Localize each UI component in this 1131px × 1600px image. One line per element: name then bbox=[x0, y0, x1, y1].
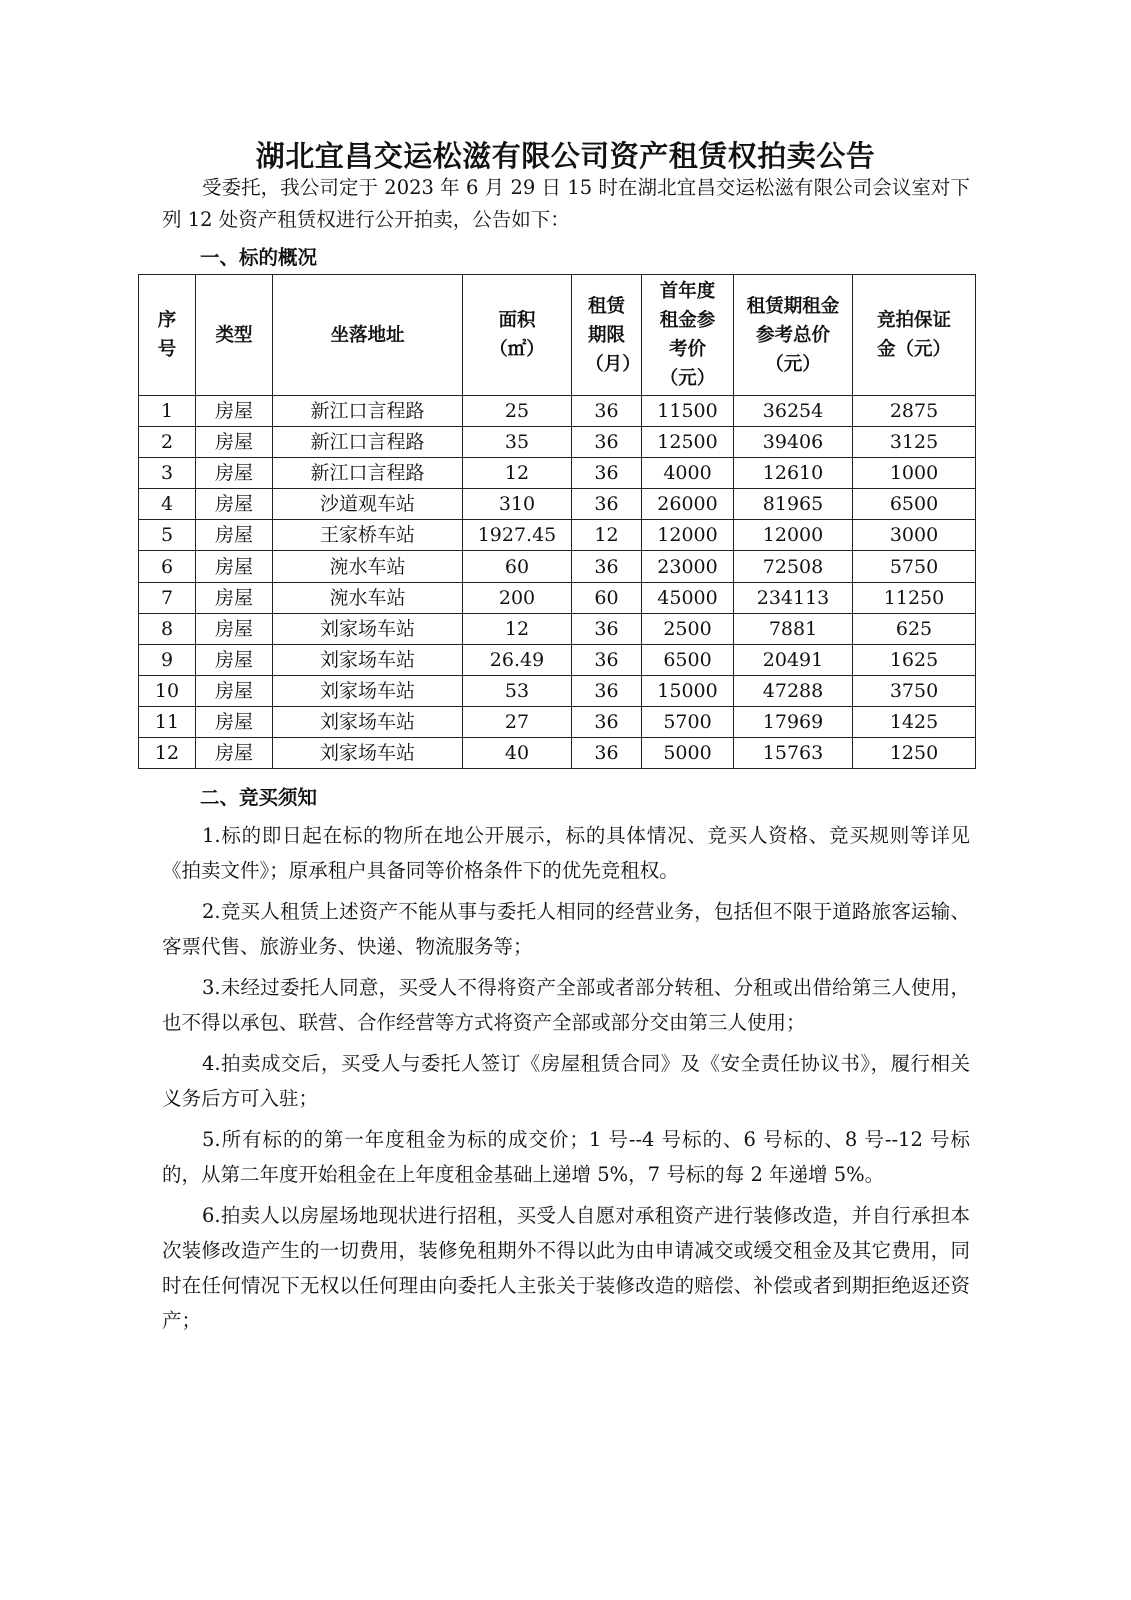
cell-lease-term: 36 bbox=[572, 427, 642, 458]
cell-deposit: 2875 bbox=[853, 396, 976, 427]
header-type: 类型 bbox=[196, 275, 273, 396]
cell-area: 25 bbox=[463, 396, 572, 427]
cell-first-year-rent: 4000 bbox=[642, 458, 734, 489]
cell-first-year-rent: 15000 bbox=[642, 675, 734, 706]
table-row bbox=[139, 644, 976, 675]
cell-total-rent: 7881 bbox=[734, 613, 853, 644]
cell-area: 53 bbox=[463, 675, 572, 706]
cell-index: 1 bbox=[139, 396, 196, 427]
cell-address: 新江口言程路 bbox=[273, 396, 463, 427]
cell-area: 200 bbox=[463, 582, 572, 613]
cell-area: 26.49 bbox=[463, 644, 572, 675]
intro-paragraph: 受委托，我公司定于 2023 年 6 月 29 日 15 时在湖北宜昌交运松滋有限公司会议室对下列 12 处资产租赁权进行公开拍卖，公告如下： bbox=[162, 176, 970, 231]
cell-index: 9 bbox=[139, 644, 196, 675]
table-row bbox=[139, 489, 976, 520]
cell-deposit: 1625 bbox=[853, 644, 976, 675]
cell-area: 27 bbox=[463, 706, 572, 737]
cell-index: 10 bbox=[139, 675, 196, 706]
cell-first-year-rent: 6500 bbox=[642, 644, 734, 675]
table-row bbox=[139, 520, 976, 551]
cell-type: 房屋 bbox=[196, 427, 273, 458]
table-row bbox=[139, 706, 976, 737]
cell-type: 房屋 bbox=[196, 551, 273, 582]
cell-type: 房屋 bbox=[196, 520, 273, 551]
cell-first-year-rent: 2500 bbox=[642, 613, 734, 644]
cell-address: 涴水车站 bbox=[273, 582, 463, 613]
term-item: 2.竞买人租赁上述资产不能从事与委托人相同的经营业务，包括但不限于道路旅客运输、客票代售、旅游业务、快递、物流服务等； bbox=[162, 900, 970, 958]
header-lease-term: 租赁期限（月） bbox=[572, 275, 642, 396]
cell-address: 新江口言程路 bbox=[273, 427, 463, 458]
cell-lease-term: 36 bbox=[572, 489, 642, 520]
cell-address: 涴水车站 bbox=[273, 551, 463, 582]
cell-deposit: 6500 bbox=[853, 489, 976, 520]
cell-lease-term: 12 bbox=[572, 520, 642, 551]
cell-deposit: 3000 bbox=[853, 520, 976, 551]
cell-type: 房屋 bbox=[196, 644, 273, 675]
cell-first-year-rent: 5000 bbox=[642, 738, 734, 769]
table-row bbox=[139, 458, 976, 489]
cell-address: 新江口言程路 bbox=[273, 458, 463, 489]
header-deposit: 竞拍保证金（元） bbox=[853, 275, 976, 396]
cell-total-rent: 12000 bbox=[734, 520, 853, 551]
lots-table bbox=[138, 274, 976, 769]
cell-type: 房屋 bbox=[196, 396, 273, 427]
cell-total-rent: 72508 bbox=[734, 551, 853, 582]
cell-type: 房屋 bbox=[196, 582, 273, 613]
cell-index: 12 bbox=[139, 738, 196, 769]
term-item: 3.未经过委托人同意，买受人不得将资产全部或者部分转租、分租或出借给第三人使用，也不得以承包、联营、合作经营等方式将资产全部或部分交由第三人使用； bbox=[162, 976, 970, 1034]
cell-deposit: 3750 bbox=[853, 675, 976, 706]
term-item: 4.拍卖成交后，买受人与委托人签订《房屋租赁合同》及《安全责任协议书》，履行相关义务后方可入驻； bbox=[162, 1052, 970, 1110]
cell-first-year-rent: 12500 bbox=[642, 427, 734, 458]
cell-first-year-rent: 11500 bbox=[642, 396, 734, 427]
document-title: 湖北宜昌交运松滋有限公司资产租赁权拍卖公告 bbox=[255, 139, 876, 173]
cell-total-rent: 15763 bbox=[734, 738, 853, 769]
cell-total-rent: 81965 bbox=[734, 489, 853, 520]
table-row bbox=[139, 613, 976, 644]
cell-first-year-rent: 26000 bbox=[642, 489, 734, 520]
cell-total-rent: 20491 bbox=[734, 644, 853, 675]
term-item: 1.标的即日起在标的物所在地公开展示，标的具体情况、竞买人资格、竞买规则等详见《拍卖文件》；原承租户具备同等价格条件下的优先竞租权。 bbox=[162, 824, 970, 882]
section-heading-bidding-notice: 二、竞买须知 bbox=[200, 786, 318, 809]
cell-index: 8 bbox=[139, 613, 196, 644]
term-item: 5.所有标的的第一年度租金为标的成交价；1 号--4 号标的、6 号标的、8 号--12 号标的，从第二年度开始租金在上年度租金基础上递增 5%，7 号标的每 2 年递增 5%。 bbox=[162, 1128, 970, 1186]
cell-address: 王家桥车站 bbox=[273, 520, 463, 551]
cell-lease-term: 36 bbox=[572, 706, 642, 737]
cell-total-rent: 36254 bbox=[734, 396, 853, 427]
cell-index: 3 bbox=[139, 458, 196, 489]
cell-lease-term: 36 bbox=[572, 738, 642, 769]
header-address: 坐落地址 bbox=[273, 275, 463, 396]
cell-address: 刘家场车站 bbox=[273, 644, 463, 675]
terms-list bbox=[162, 818, 970, 1344]
cell-address: 刘家场车站 bbox=[273, 706, 463, 737]
cell-type: 房屋 bbox=[196, 489, 273, 520]
cell-type: 房屋 bbox=[196, 706, 273, 737]
cell-lease-term: 60 bbox=[572, 582, 642, 613]
cell-index: 4 bbox=[139, 489, 196, 520]
table-row bbox=[139, 396, 976, 427]
cell-address: 沙道观车站 bbox=[273, 489, 463, 520]
cell-total-rent: 234113 bbox=[734, 582, 853, 613]
cell-first-year-rent: 45000 bbox=[642, 582, 734, 613]
cell-deposit: 5750 bbox=[853, 551, 976, 582]
cell-area: 12 bbox=[463, 458, 572, 489]
cell-area: 1927.45 bbox=[463, 520, 572, 551]
cell-deposit: 625 bbox=[853, 613, 976, 644]
cell-index: 6 bbox=[139, 551, 196, 582]
cell-total-rent: 39406 bbox=[734, 427, 853, 458]
header-index: 序号 bbox=[139, 275, 196, 396]
cell-type: 房屋 bbox=[196, 613, 273, 644]
cell-lease-term: 36 bbox=[572, 613, 642, 644]
cell-type: 房屋 bbox=[196, 458, 273, 489]
cell-index: 7 bbox=[139, 582, 196, 613]
header-first-year-rent: 首年度租金参考价（元） bbox=[642, 275, 734, 396]
cell-type: 房屋 bbox=[196, 675, 273, 706]
cell-first-year-rent: 23000 bbox=[642, 551, 734, 582]
table-row bbox=[139, 582, 976, 613]
lots-table-body bbox=[139, 396, 976, 769]
cell-index: 2 bbox=[139, 427, 196, 458]
cell-index: 11 bbox=[139, 706, 196, 737]
cell-lease-term: 36 bbox=[572, 396, 642, 427]
cell-area: 40 bbox=[463, 738, 572, 769]
cell-deposit: 3125 bbox=[853, 427, 976, 458]
section-heading-lot-overview: 一、标的概况 bbox=[200, 246, 318, 269]
cell-total-rent: 47288 bbox=[734, 675, 853, 706]
cell-total-rent: 17969 bbox=[734, 706, 853, 737]
cell-lease-term: 36 bbox=[572, 551, 642, 582]
cell-type: 房屋 bbox=[196, 738, 273, 769]
cell-deposit: 1000 bbox=[853, 458, 976, 489]
table-row bbox=[139, 675, 976, 706]
table-row bbox=[139, 427, 976, 458]
header-total-rent: 租赁期租金参考总价（元） bbox=[734, 275, 853, 396]
cell-total-rent: 12610 bbox=[734, 458, 853, 489]
cell-area: 60 bbox=[463, 551, 572, 582]
cell-first-year-rent: 5700 bbox=[642, 706, 734, 737]
cell-address: 刘家场车站 bbox=[273, 738, 463, 769]
cell-address: 刘家场车站 bbox=[273, 675, 463, 706]
cell-area: 12 bbox=[463, 613, 572, 644]
cell-address: 刘家场车站 bbox=[273, 613, 463, 644]
table-row bbox=[139, 738, 976, 769]
table-header-row bbox=[139, 275, 976, 396]
cell-deposit: 1425 bbox=[853, 706, 976, 737]
header-area: 面积（㎡） bbox=[463, 275, 572, 396]
cell-lease-term: 36 bbox=[572, 458, 642, 489]
cell-deposit: 11250 bbox=[853, 582, 976, 613]
cell-deposit: 1250 bbox=[853, 738, 976, 769]
cell-lease-term: 36 bbox=[572, 675, 642, 706]
cell-first-year-rent: 12000 bbox=[642, 520, 734, 551]
cell-index: 5 bbox=[139, 520, 196, 551]
cell-area: 310 bbox=[463, 489, 572, 520]
cell-area: 35 bbox=[463, 427, 572, 458]
cell-lease-term: 36 bbox=[572, 644, 642, 675]
term-item: 6.拍卖人以房屋场地现状进行招租，买受人自愿对承租资产进行装修改造，并自行承担本次装修改造产生的一切费用，装修免租期外不得以此为由申请减交或缓交租金及其它费用，同时在任何情况下无权以任何理由向委托人主张关于装修改造的赔偿、补偿或者到期拒绝返还资产； bbox=[162, 1204, 970, 1332]
table-row bbox=[139, 551, 976, 582]
